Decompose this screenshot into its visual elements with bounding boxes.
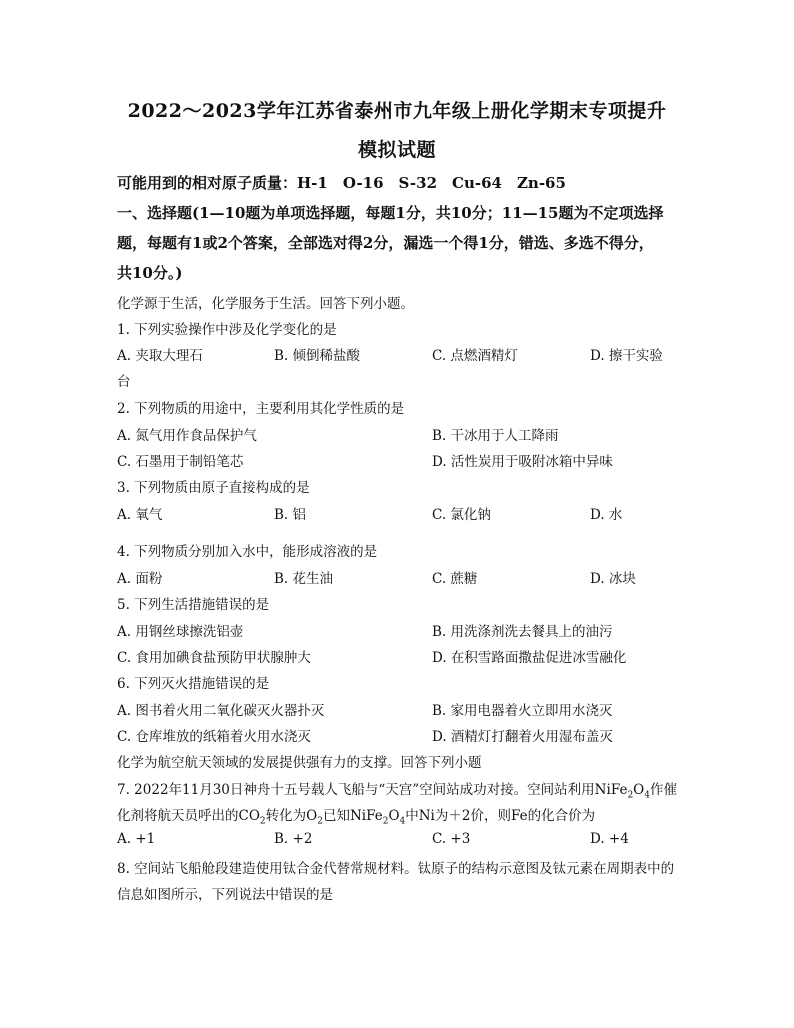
q3-option-a: A. 氧气 — [117, 507, 163, 523]
q2-option-b: B. 干冰用于人工降雨 — [432, 428, 559, 444]
q5-option-a: A. 用钢丝球擦洗铝壶 — [117, 624, 244, 640]
q2-option-d: D. 活性炭用于吸附冰箱中异味 — [432, 454, 613, 470]
q7-text-2b: 转化为O — [265, 808, 318, 824]
q7-text-2d: 中Ni为＋2价，则Fe的化合价为 — [405, 808, 596, 824]
question-4-stem: 4. 下列物质分别加入水中，能形成溶液的是 — [117, 544, 378, 560]
q7-text-2c: 已知NiFe — [322, 808, 383, 824]
question-2-stem: 2. 下列物质的用途中，主要利用其化学性质的是 — [117, 401, 405, 417]
question-3-stem: 3. 下列物质由原子直接构成的是 — [117, 480, 310, 496]
subscript-4: 4 — [399, 816, 406, 827]
subscript-2: 2 — [382, 816, 389, 827]
section-header-line3: 共10分。) — [117, 264, 183, 282]
question-7-stem-line1 — [117, 778, 677, 801]
q1-option-b: B. 倾倒稀盐酸 — [274, 348, 361, 364]
q5-option-d: D. 在积雪路面撒盐促进冰雪融化 — [432, 650, 627, 666]
oxygen-symbol: O — [633, 782, 645, 798]
q7-option-d: D. +4 — [590, 831, 629, 847]
q2-option-a: A. 氮气用作食品保护气 — [117, 428, 257, 444]
q1-option-d: D. 擦干实验 — [590, 348, 663, 364]
atomic-masses: 可能用到的相对原子质量：H-1 O-16 S-32 Cu-64 Zn-65 — [117, 174, 566, 192]
intro-text-1: 化学源于生活，化学服务于生活。回答下列小题。 — [117, 296, 414, 312]
oxygen-symbol: O — [388, 808, 400, 824]
question-8-stem-line2: 信息如图所示，下列说法中错误的是 — [117, 887, 333, 903]
q2-option-c: C. 石墨用于制铅笔芯 — [117, 454, 244, 470]
q1-option-c: C. 点燃酒精灯 — [432, 348, 518, 364]
question-7-stem-line2 — [117, 804, 595, 827]
q4-option-b: B. 花生油 — [274, 571, 334, 587]
q6-option-d: D. 酒精灯打翻着火用湿布盖灭 — [432, 729, 613, 745]
q7-text-2a: 化剂将航天员呼出的CO — [117, 808, 260, 824]
subscript-2: 2 — [259, 816, 266, 827]
exam-subtitle: 模拟试题 — [357, 139, 436, 161]
exam-title: 2022～2023学年江苏省泰州市九年级上册化学期末专项提升 — [127, 100, 667, 122]
q1-option-a: A. 夹取大理石 — [117, 348, 203, 364]
q7-text-1a: 7. 2022年11月30日神舟十五号载人飞船与“天宫”空间站成功对接。空间站利用NiFe — [117, 782, 628, 798]
q3-option-c: C. 氯化钠 — [432, 507, 491, 523]
q7-option-c: C. +3 — [432, 831, 471, 847]
question-8-stem-line1: 8. 空间站飞船舱段建造使用钛合金代替常规材料。钛原子的结构示意图及钛元素在周期表中的 — [117, 861, 675, 877]
q5-option-c: C. 食用加碘食盐预防甲状腺肿大 — [117, 650, 311, 666]
q6-option-a: A. 图书着火用二氧化碳灭火器扑灭 — [117, 703, 325, 719]
q7-option-b: B. +2 — [274, 831, 313, 847]
question-5-stem: 5. 下列生活措施错误的是 — [117, 597, 270, 613]
q4-option-c: C. 蔗糖 — [432, 571, 478, 587]
question-1-stem: 1. 下列实验操作中涉及化学变化的是 — [117, 322, 337, 338]
question-6-stem: 6. 下列灭火措施错误的是 — [117, 676, 270, 692]
q4-option-d: D. 冰块 — [590, 571, 636, 587]
section-header-line2: 题，每题有1或2个答案，全部选对得2分，漏选一个得1分，错选、多选不得分， — [117, 234, 654, 252]
q6-option-b: B. 家用电器着火立即用水浇灭 — [432, 703, 613, 719]
subscript-4: 4 — [644, 790, 650, 801]
q3-option-d: D. 水 — [590, 507, 623, 523]
q7-option-a: A. +1 — [117, 831, 156, 847]
q4-option-a: A. 面粉 — [117, 571, 163, 587]
intro-text-2: 化学为航空航天领域的发展提供强有力的支撑。回答下列小题 — [117, 755, 482, 771]
q1-option-d-wrap: 台 — [117, 374, 131, 390]
q5-option-b: B. 用洗涤剂洗去餐具上的油污 — [432, 624, 613, 640]
q7-text-1b: 作催 — [649, 782, 677, 798]
subscript-2: 2 — [317, 816, 323, 827]
q6-option-c: C. 仓库堆放的纸箱着火用水浇灭 — [117, 729, 311, 745]
section-header-line1: 一、选择题(1—10题为单项选择题，每题1分，共10分；11—15题为不定项选择 — [117, 204, 664, 222]
subscript-2: 2 — [627, 790, 634, 801]
q3-option-b: B. 铝 — [274, 507, 307, 523]
